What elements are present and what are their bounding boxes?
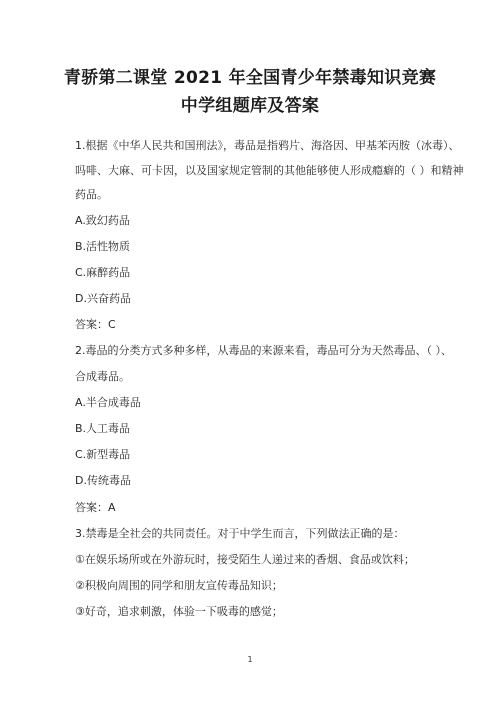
q2-option-d: D.传统毒品 — [75, 474, 131, 487]
q3-item-2: ②积极向周围的同学和朋友宣传毒品知识； — [75, 579, 283, 592]
q1-option-d: D.兴奋药品 — [75, 292, 131, 305]
q3-item-1: ①在娱乐场所或在外游玩时，接受陌生人递过来的香烟、食品或饮料； — [75, 553, 415, 566]
q2-answer: 答案：A — [75, 501, 116, 514]
q1-stem-line-2: 吗啡、大麻、可卡因，以及国家规定管制的其他能够使人形成瘾癖的（ ）和精神 — [75, 164, 464, 177]
document-title-line-2: 中学组题库及答案 — [180, 96, 320, 116]
q1-stem-line-1: 1.根据《中华人民共和国刑法》，毒品是指鸦片、海洛因、甲基苯丙胺（冰毒）、 — [75, 139, 460, 152]
q2-stem-line-2: 合成毒品。 — [75, 370, 130, 383]
q1-stem-line-3: 药品。 — [75, 188, 108, 201]
page-number: 1 — [247, 655, 253, 664]
q3-item-3: ③好奇，追求刺激，体验一下吸毒的感觉； — [75, 605, 283, 618]
q1-option-c: C.麻醉药品 — [75, 266, 131, 279]
q2-option-c: C.新型毒品 — [75, 448, 131, 461]
q1-option-b: B.活性物质 — [75, 240, 131, 253]
document-title-line-1: 青骄第二课堂 2021 年全国青少年禁毒知识竞赛 — [63, 68, 437, 88]
q2-stem-line-1: 2.毒品的分类方式多种多样，从毒品的来源来看，毒品可分为天然毒品、（ ）、 — [75, 344, 452, 357]
q3-stem-line-1: 3.禁毒是全社会的共同责任。对于中学生而言，下列做法正确的是： — [75, 527, 405, 540]
q1-answer: 答案：C — [75, 318, 116, 331]
q1-option-a: A.致幻药品 — [75, 214, 130, 227]
q2-option-b: B.人工毒品 — [75, 422, 131, 435]
q2-option-a: A.半合成毒品 — [75, 396, 141, 409]
